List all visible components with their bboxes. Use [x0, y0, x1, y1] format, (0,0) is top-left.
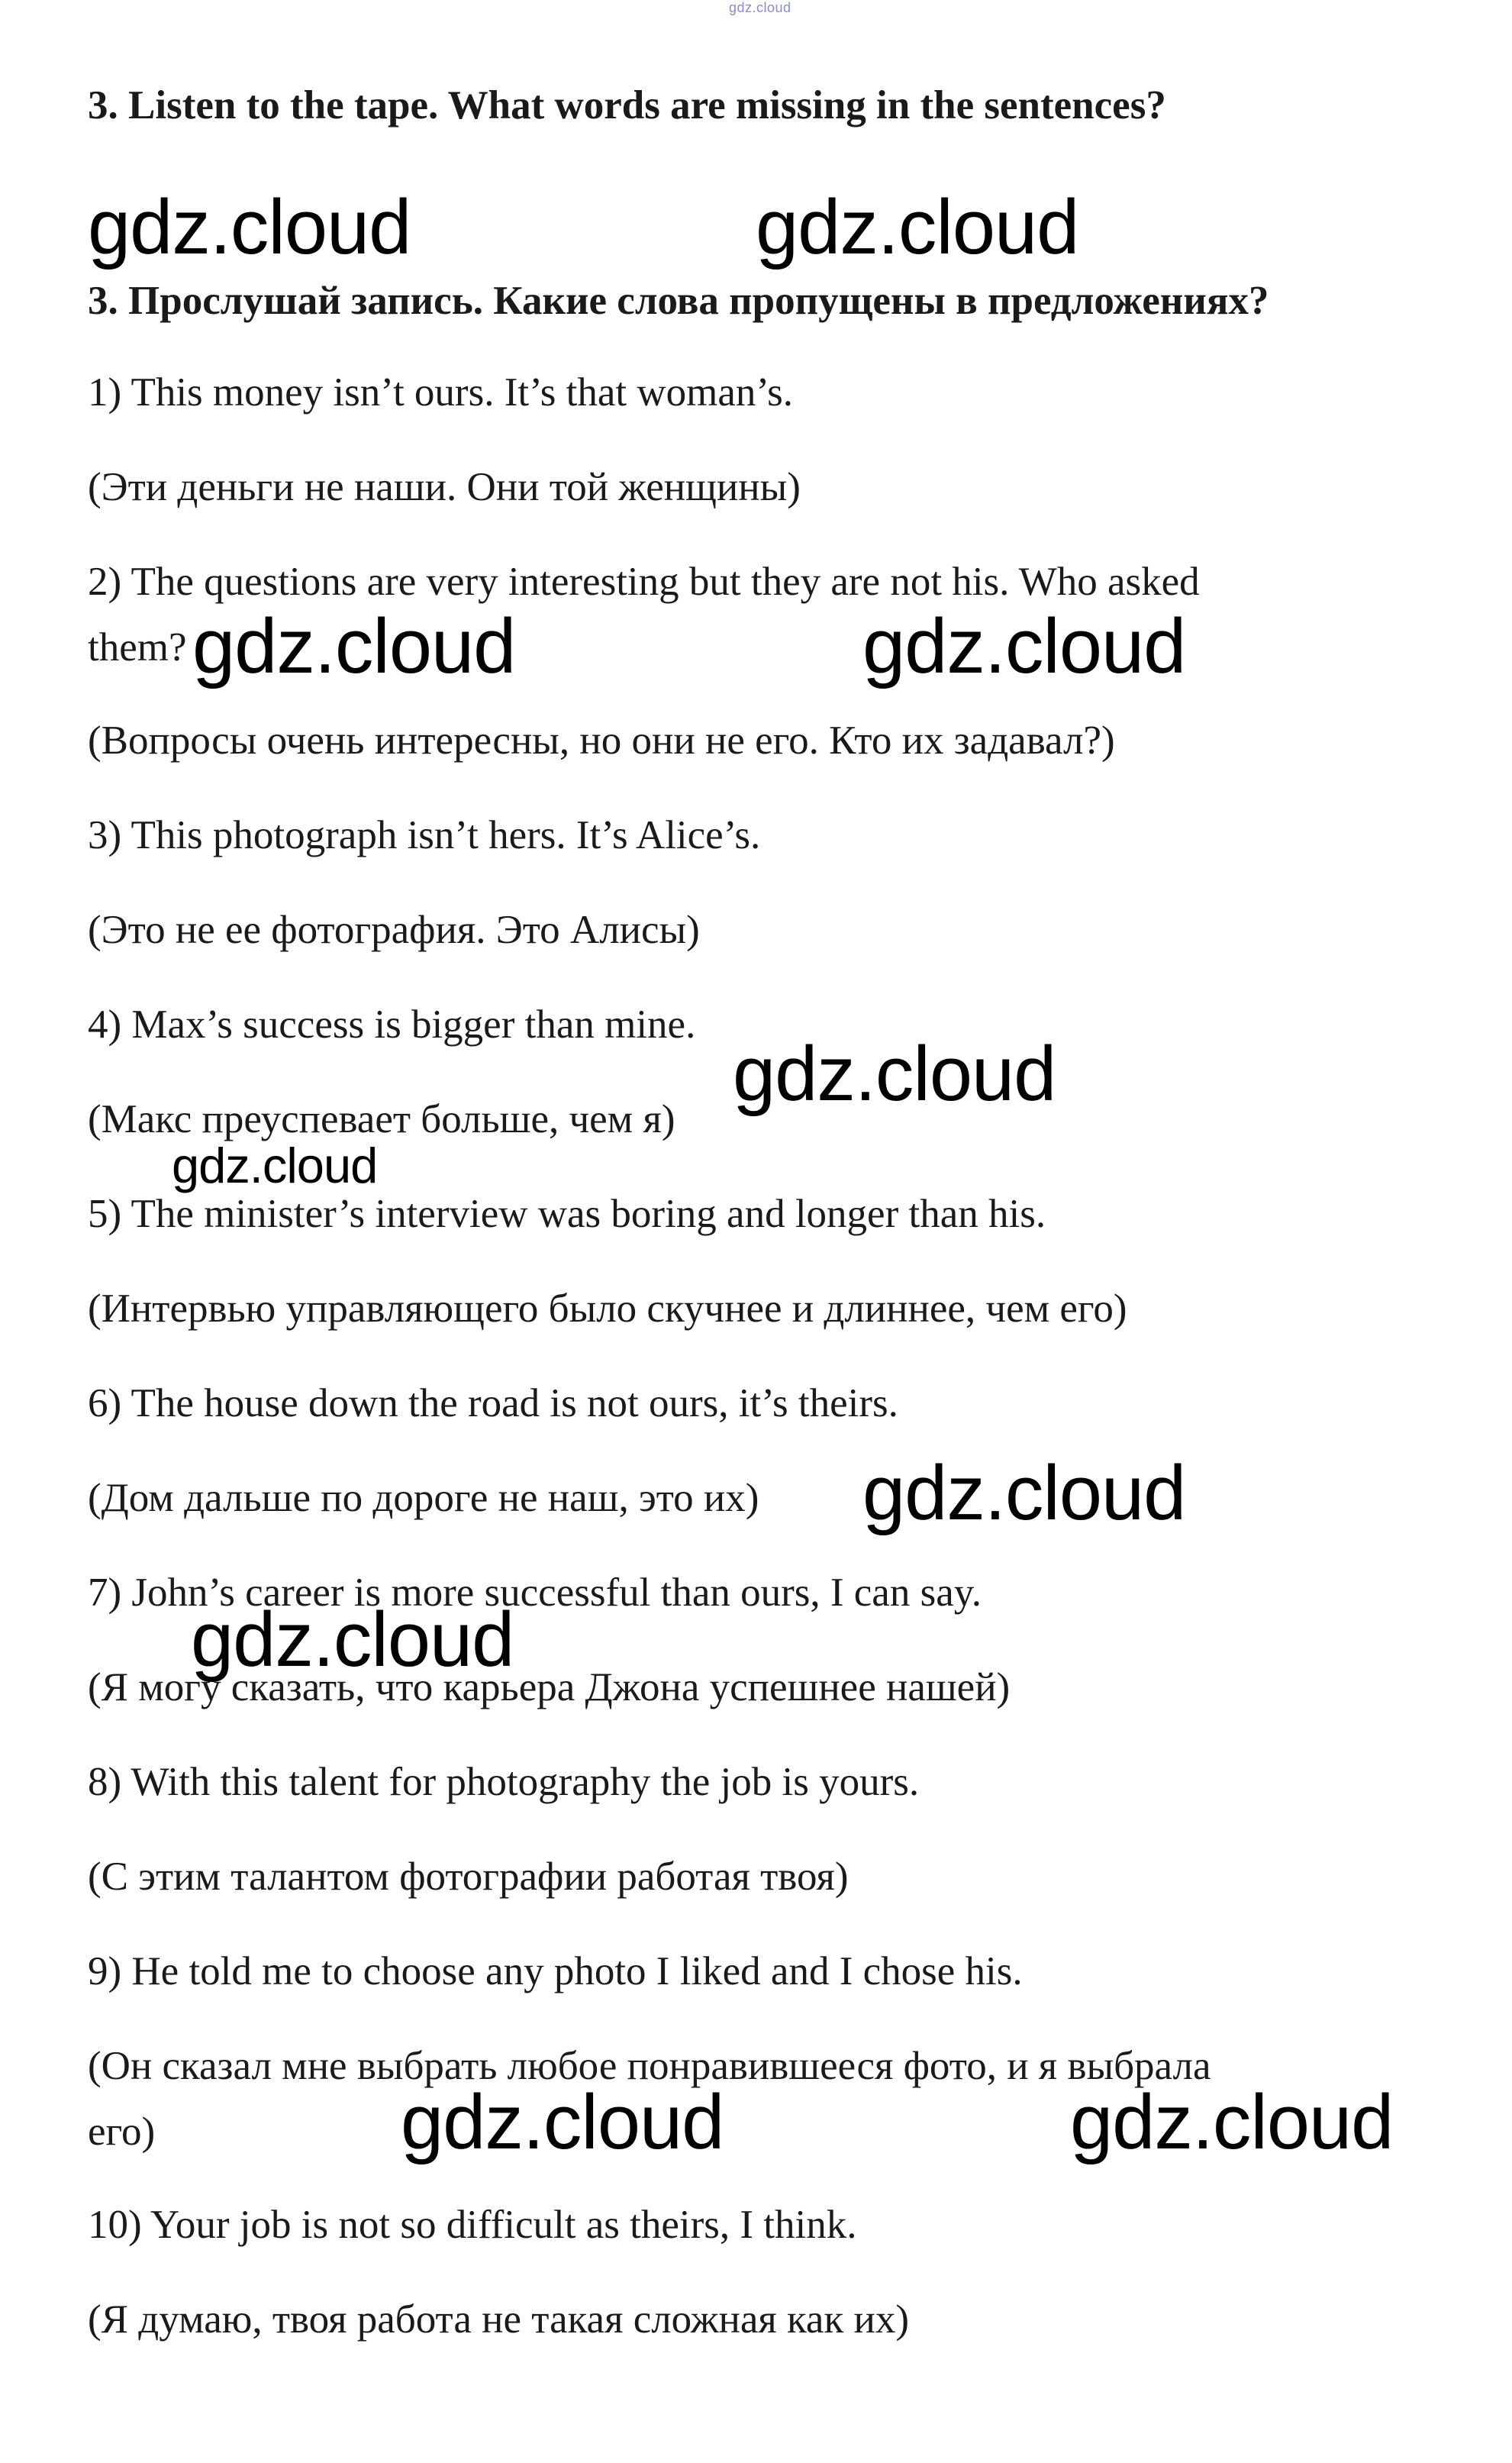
- item-2-en-line2: them?: [88, 625, 187, 670]
- item-8-ru: (С этим талантом фотографии работая твоя): [88, 1855, 849, 1899]
- item-6-en: 6) The house down the road is not ours, it’s theirs.: [88, 1381, 898, 1425]
- item-7-en: 7) John’s career is more successful than ours, I can say.: [88, 1570, 982, 1615]
- item-9-ru-line2: его): [88, 2110, 156, 2154]
- watermark: gdz.cloud: [756, 185, 1079, 270]
- watermark: gdz.cloud: [192, 604, 516, 689]
- item-4-ru: (Макс преуспевает больше, чем я): [88, 1097, 675, 1141]
- task-title-ru: 3. Прослушай запись. Какие слова пропущены в предложениях?: [88, 279, 1269, 323]
- watermark: gdz.cloud: [1070, 2080, 1394, 2165]
- item-4-en: 4) Max’s success is bigger than mine.: [88, 1002, 696, 1047]
- watermark: gdz.cloud: [862, 1451, 1186, 1536]
- watermark: gdz.cloud: [88, 185, 411, 270]
- item-5-en: 5) The minister’s interview was boring and longer than his.: [88, 1192, 1046, 1236]
- watermark: gdz.cloud: [401, 2080, 724, 2165]
- item-8-en: 8) With this talent for photography the job is yours.: [88, 1760, 920, 1804]
- item-7-ru: (Я могу сказать, что карьера Джона успешнее нашей): [88, 1665, 1011, 1709]
- item-3-en: 3) This photograph isn’t hers. It’s Alice’s.: [88, 813, 761, 857]
- site-mark: gdz.cloud: [729, 0, 791, 15]
- item-5-ru: (Интервью управляющего было скучнее и длиннее, чем его): [88, 1286, 1127, 1331]
- item-9-ru-line1: (Он сказал мне выбрать любое понравившееся фото, и я выбрала: [88, 2044, 1211, 2088]
- item-10-en: 10) Your job is not so difficult as theirs, I think.: [88, 2203, 857, 2247]
- watermark: gdz.cloud: [862, 604, 1186, 689]
- item-1-ru: (Эти деньги не наши. Они той женщины): [88, 465, 801, 509]
- watermark: gdz.cloud: [172, 1138, 378, 1193]
- watermark: gdz.cloud: [191, 1597, 514, 1683]
- task-title-en: 3. Listen to the tape. What words are missing in the sentences?: [88, 83, 1166, 128]
- item-1-en: 1) This money isn’t ours. It’s that woman’s.: [88, 370, 794, 415]
- watermark: gdz.cloud: [733, 1031, 1056, 1117]
- item-2-en-line1: 2) The questions are very interesting but they are not his. Who asked: [88, 560, 1200, 604]
- item-2-ru: (Вопросы очень интересны, но они не его. Кто их задавал?): [88, 718, 1115, 763]
- item-6-ru: (Дом дальше по дороге не наш, это их): [88, 1476, 759, 1520]
- item-3-ru: (Это не ее фотография. Это Алисы): [88, 908, 700, 952]
- item-9-en: 9) He told me to choose any photo I liked and I chose his.: [88, 1949, 1023, 1993]
- item-10-ru: (Я думаю, твоя работа не такая сложная как их): [88, 2297, 909, 2342]
